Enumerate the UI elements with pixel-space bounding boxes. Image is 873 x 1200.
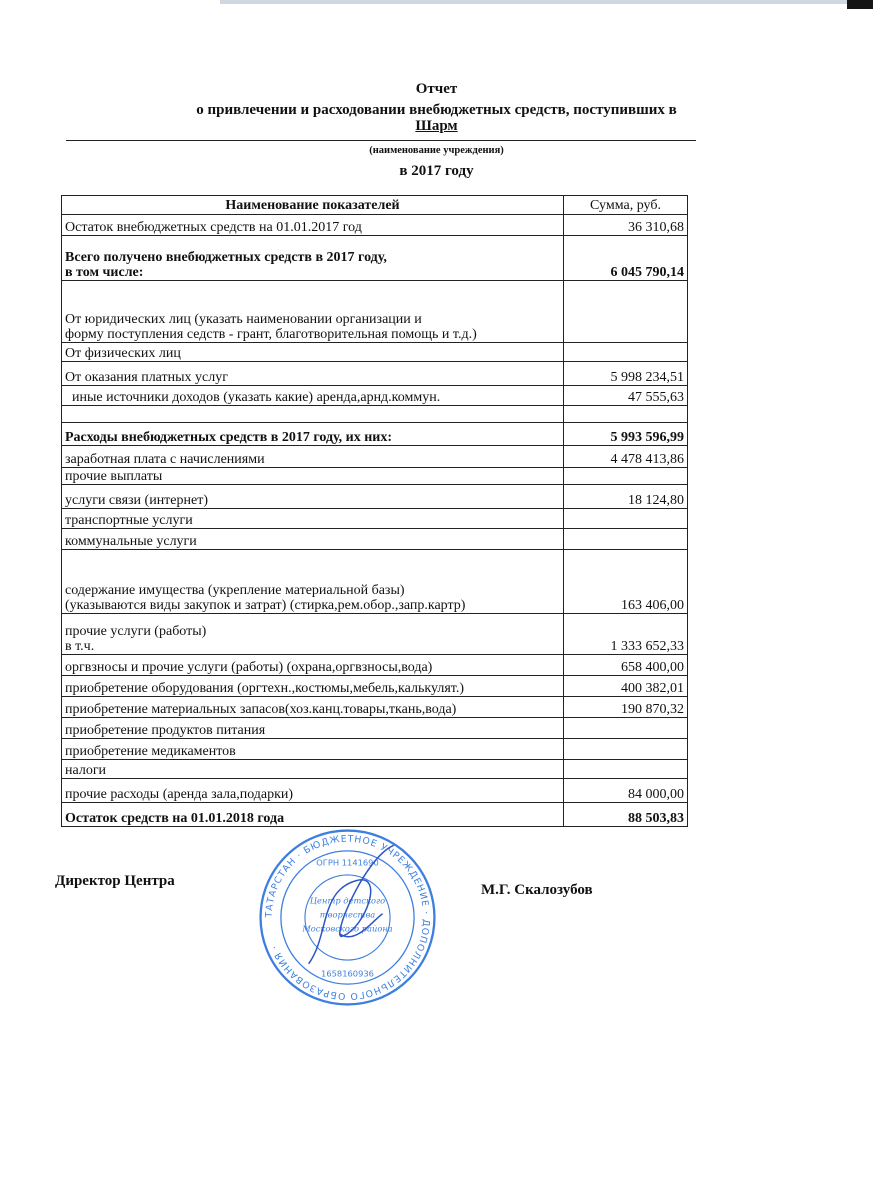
row-label: Всего получено внебюджетных средств в 2017 году, в том числе: [62,236,564,281]
table-row [62,676,688,697]
row-label: прочие услуги (работы) в т.ч. [62,614,564,655]
row-label: От оказания платных услуг [62,362,564,386]
svg-text:ОГРН 1141690: ОГРН 1141690 [316,857,379,868]
row-label: прочие выплаты [62,468,564,485]
row-value [564,509,688,529]
table-row [62,468,688,485]
row-value: 6 045 790,14 [564,236,688,281]
row-label: приобретение продуктов питания [62,718,564,739]
svg-text:Московского района: Московского района [302,923,393,934]
row-value [564,281,688,343]
document-title: Отчет [415,81,458,97]
row-label: содержание имущества (укрепление материальной базы) (указываются виды закупок и затрат) (стирка,рем.обор.,запр.картр) [62,550,564,614]
table-row [62,550,688,614]
director-name: М.Г. Скалозубов [481,882,593,898]
row-label: заработная плата с начислениями [62,446,564,468]
scan-edge [220,0,860,4]
header-name: Наименование показателей [62,196,564,215]
table-row [62,614,688,655]
row-value [564,406,688,423]
table-row [62,760,688,779]
row-label: От юридических лиц (указать наименовании организации и форму поступления седств - грант, благотворительная помощь и т.д.) [62,281,564,343]
row-value: 88 503,83 [564,803,688,827]
row-value: 190 870,32 [564,697,688,718]
row-label: услуги связи (интернет) [62,485,564,509]
row-value: 84 000,00 [564,779,688,803]
director-title: Директор Центра [55,873,175,889]
row-label: Расходы внебюджетных средств в 2017 году, их них: [62,423,564,446]
document-subtitle: о привлечении и расходовании внебюджетных средств, поступивших в [196,102,677,118]
table-row [62,423,688,446]
row-value: 5 993 596,99 [564,423,688,446]
row-label: приобретение оборудования (оргтехн.,костюмы,мебель,калькулят.) [62,676,564,697]
official-stamp-seal [255,825,440,1010]
svg-text:творчества: творчества [319,909,376,920]
institution-underline [66,140,696,141]
scan-corner-mark [847,0,873,9]
row-value: 400 382,01 [564,676,688,697]
row-label: оргвзносы и прочие услуги (работы) (охрана,оргвзносы,вода) [62,655,564,676]
row-value: 36 310,68 [564,215,688,236]
table-row [62,446,688,468]
svg-text:1658160936: 1658160936 [321,968,374,979]
table-row-total [62,803,688,827]
row-label: приобретение медикаментов [62,739,564,760]
funds-report-table [61,195,688,827]
institution-name: Шарм [415,118,458,134]
report-year: в 2017 году [399,163,474,179]
table-row [62,718,688,739]
row-value: 658 400,00 [564,655,688,676]
table-row [62,406,688,423]
table-row [62,236,688,281]
row-value [564,529,688,550]
row-label: транспортные услуги [62,509,564,529]
table-row [62,281,688,343]
table-header-row [62,196,688,215]
row-label: приобретение материальных запасов(хоз.канц.товары,ткань,вода) [62,697,564,718]
row-label: Остаток средств на 01.01.2018 года [62,803,564,827]
row-label: налоги [62,760,564,779]
row-value: 47 555,63 [564,386,688,406]
svg-text:Центр детского: Центр детского [309,895,386,906]
row-label: Остаток внебюджетных средств на 01.01.2017 год [62,215,564,236]
row-value [564,760,688,779]
table-row [62,485,688,509]
table-row [62,509,688,529]
row-label: коммунальные услуги [62,529,564,550]
institution-caption: (наименование учреждения) [369,145,504,156]
row-value: 18 124,80 [564,485,688,509]
row-label: От физических лиц [62,343,564,362]
table-row [62,343,688,362]
row-value: 5 998 234,51 [564,362,688,386]
svg-text:ТАТАРСТАН · БЮДЖЕТНОЕ УЧРЕЖДЕН: ТАТАРСТАН · БЮДЖЕТНОЕ УЧРЕЖДЕНИЕ · ДОПОЛНИТЕЛЬНОГО ОБРАЗОВАНИЯ · [263,833,432,1002]
row-value: 4 478 413,86 [564,446,688,468]
table-row [62,779,688,803]
row-label: иные источники доходов (указать какие) аренда,арнд.коммун. [62,386,564,406]
table-row [62,739,688,760]
row-label [62,406,564,423]
row-value [564,468,688,485]
table-row [62,215,688,236]
row-value: 163 406,00 [564,550,688,614]
header-sum: Сумма, руб. [564,196,688,215]
table-row [62,362,688,386]
table-row [62,655,688,676]
row-value: 1 333 652,33 [564,614,688,655]
row-value [564,718,688,739]
row-value [564,343,688,362]
table-row [62,529,688,550]
row-value [564,739,688,760]
table-row [62,386,688,406]
table-row [62,697,688,718]
row-label: прочие расходы (аренда зала,подарки) [62,779,564,803]
